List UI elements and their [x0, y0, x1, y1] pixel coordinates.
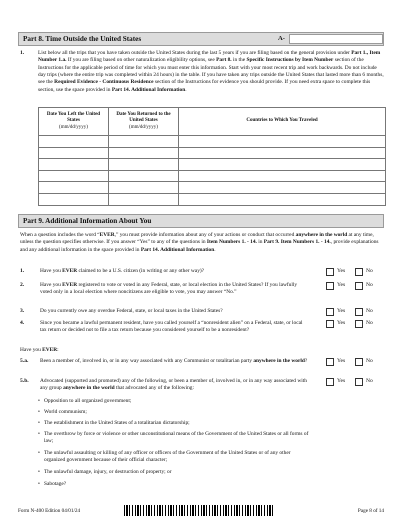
q5b-number: 5.b.: [20, 378, 29, 384]
q2-yes-no: [326, 282, 390, 290]
q5b-yes-checkbox[interactable]: [326, 378, 334, 386]
q4-text: Since you became a lawful permanent resident, have you called yourself a “nonresident alien” on a Federal, state, or local tax return or decided not to file a tax return because you considered yourself to be a nonresident?: [40, 320, 303, 334]
trips-col-returned: Date You Returned to the United States (mm/dd/yyyy): [109, 108, 179, 136]
trip-returned-cell[interactable]: [109, 136, 179, 148]
bullet-icon: •: [38, 481, 40, 487]
q2-yes-checkbox[interactable]: [326, 282, 334, 290]
q5b-yes-label: Yes: [337, 378, 346, 384]
q1-text: Have you EVER claimed to be a U.S. citizen (in writing or any other way)?: [40, 268, 205, 274]
q3-no-label: No: [366, 308, 373, 314]
form-id: Form N-400 Edition 04/01/24: [18, 508, 81, 514]
trip-returned-cell[interactable]: [109, 170, 179, 182]
trips-table: [38, 107, 386, 206]
trip-left-cell[interactable]: [39, 159, 109, 171]
trip-left-cell[interactable]: [39, 170, 109, 182]
trip-returned-cell[interactable]: [109, 182, 179, 194]
a-number-label: A-: [278, 35, 285, 42]
trip-countries-cell[interactable]: [179, 170, 386, 182]
part8-header: [18, 32, 384, 46]
q5b-no-checkbox[interactable]: [355, 378, 363, 386]
q5a-no-checkbox[interactable]: [355, 358, 363, 366]
part8-title: Part 8. Time Outside the United States: [23, 35, 142, 43]
q4-yes-label: Yes: [337, 320, 346, 326]
trip-countries-cell[interactable]: [179, 159, 386, 171]
list-item: • Opposition to all organized government;: [38, 398, 132, 404]
q3-no-checkbox[interactable]: [355, 308, 363, 316]
trips-col-left: Date You Left the United States (mm/dd/yyyy): [39, 108, 109, 136]
trip-countries-cell[interactable]: [179, 182, 386, 194]
list-item: • World communism;: [38, 409, 87, 415]
trip-returned-cell[interactable]: [109, 193, 179, 205]
bullet-icon: •: [38, 431, 40, 437]
q5b-yes-no: [326, 378, 390, 386]
list-item: • The unlawful assaulting or killing of any officer or officers of the Government of the United States or of any other organized government because of their official character;: [38, 450, 291, 464]
q4-yes-no: [326, 320, 390, 328]
q5a-yes-checkbox[interactable]: [326, 358, 334, 366]
q5a-text: Been a member of, involved in, or in any way associated with any Communist or totalitarian party anywhere in the world?: [40, 358, 308, 364]
q3-number: 3.: [20, 308, 25, 314]
part8-item1-number: 1.: [20, 50, 25, 56]
trip-left-cell[interactable]: [39, 193, 109, 205]
list-item: • The establishment in the United States of a totalitarian dictatorship;: [38, 420, 190, 426]
q4-number: 4.: [20, 320, 25, 326]
q5a-yes-no: [326, 358, 390, 366]
q1-number: 1.: [20, 268, 25, 274]
q5b-no-label: No: [366, 378, 373, 384]
trip-returned-cell[interactable]: [109, 159, 179, 171]
trip-countries-cell[interactable]: [179, 193, 386, 205]
q3-yes-no: [326, 308, 390, 316]
q4-yes-checkbox[interactable]: [326, 320, 334, 328]
q2-no-label: No: [366, 282, 373, 288]
q3-text: Do you currently owe any overdue Federal, state, or local taxes in the United States?: [40, 308, 223, 314]
part9-title: Part 9. Additional Information About You: [23, 217, 152, 225]
table-row: [39, 182, 386, 194]
trip-returned-cell[interactable]: [109, 147, 179, 159]
table-row: [39, 147, 386, 159]
list-item: • Sabotage?: [38, 481, 67, 487]
q1-no-label: No: [366, 268, 373, 274]
a-number-field[interactable]: [278, 34, 383, 44]
trip-left-cell[interactable]: [39, 136, 109, 148]
part9-intro: When a question includes the word “EVER,” you must provide information about any of your actions or conduct that occurred anywhere in the world at any time, unless the question specifies otherwise. If you answer “Yes” to any of the questions in Item Numbers 1. - 14. in Part 9. Item Numbers 1. - 14., provide explanations and any additional information in the space provided in Part 14. Additional Information.: [20, 232, 379, 253]
q1-yes-no: [326, 268, 390, 276]
trip-left-cell[interactable]: [39, 182, 109, 194]
list-item: • The unlawful damage, injury, or destruction of property; or: [38, 469, 172, 475]
have-you-ever-label: Have you EVER:: [20, 347, 59, 353]
table-row: [39, 170, 386, 182]
q4-no-checkbox[interactable]: [355, 320, 363, 328]
q3-yes-checkbox[interactable]: [326, 308, 334, 316]
bullet-icon: •: [38, 420, 40, 426]
q2-yes-label: Yes: [337, 282, 346, 288]
table-row: [39, 193, 386, 205]
q3-yes-label: Yes: [337, 308, 346, 314]
q5b-text: Advocated (supported and promoted) any of the following, or been a member of, involved in, or in any way associated with any group anywhere in the world that advocated any of the following:: [40, 378, 307, 392]
q1-yes-checkbox[interactable]: [326, 268, 334, 276]
trip-countries-cell[interactable]: [179, 136, 386, 148]
barcode-icon: [124, 505, 274, 516]
q1-no-checkbox[interactable]: [355, 268, 363, 276]
bullet-icon: •: [38, 398, 40, 404]
bullet-icon: •: [38, 450, 40, 456]
q2-text: Have you EVER registered to vote or voted in any Federal, state, or local election in the United States? If you lawfully voted only in a local election where noncitizens are eligible to vote, you may answer “No.”: [40, 282, 298, 296]
q2-number: 2.: [20, 282, 25, 288]
page-number: Page 8 of 14: [357, 508, 384, 514]
q1-yes-label: Yes: [337, 268, 346, 274]
part9-header: [18, 214, 384, 228]
table-row: [39, 136, 386, 148]
q4-no-label: No: [366, 320, 373, 326]
bullet-icon: •: [38, 409, 40, 415]
trip-countries-cell[interactable]: [179, 147, 386, 159]
bullet-icon: •: [38, 469, 40, 475]
trip-left-cell[interactable]: [39, 147, 109, 159]
part8-item1-text: List below all the trips that you have taken outside the United States during the last 5 years if you are filing based on the general provision under Part 1., Item Number 1.a. If you are filing based on other naturalization eligibility options, see Part 8. in the Specific Instructions by Item Number section of the Instructions for the applicable period of time for which you must enter this information. Start with your most recent trip and work backwards. Do not include day trips (where the entire trip was completed within 24 hours) in the table. If you have taken any trips outside the United States that lasted more than 6 months, see the Required Evidence - Continuous Residence section of the Instructions for evidence you should provide. If you need extra space to complete this section, use the space provided in Part 14. Additional Information.: [38, 50, 384, 93]
list-item: • The overthrow by force or violence or other unconstitutional means of the Government of the United States or all forms of law;: [38, 431, 309, 445]
q5a-no-label: No: [366, 358, 373, 364]
q2-no-checkbox[interactable]: [355, 282, 363, 290]
trips-col-countries: Countries to Which You Traveled: [179, 108, 386, 136]
q5a-yes-label: Yes: [337, 358, 346, 364]
q5a-number: 5.a.: [20, 358, 29, 364]
table-row: [39, 159, 386, 171]
